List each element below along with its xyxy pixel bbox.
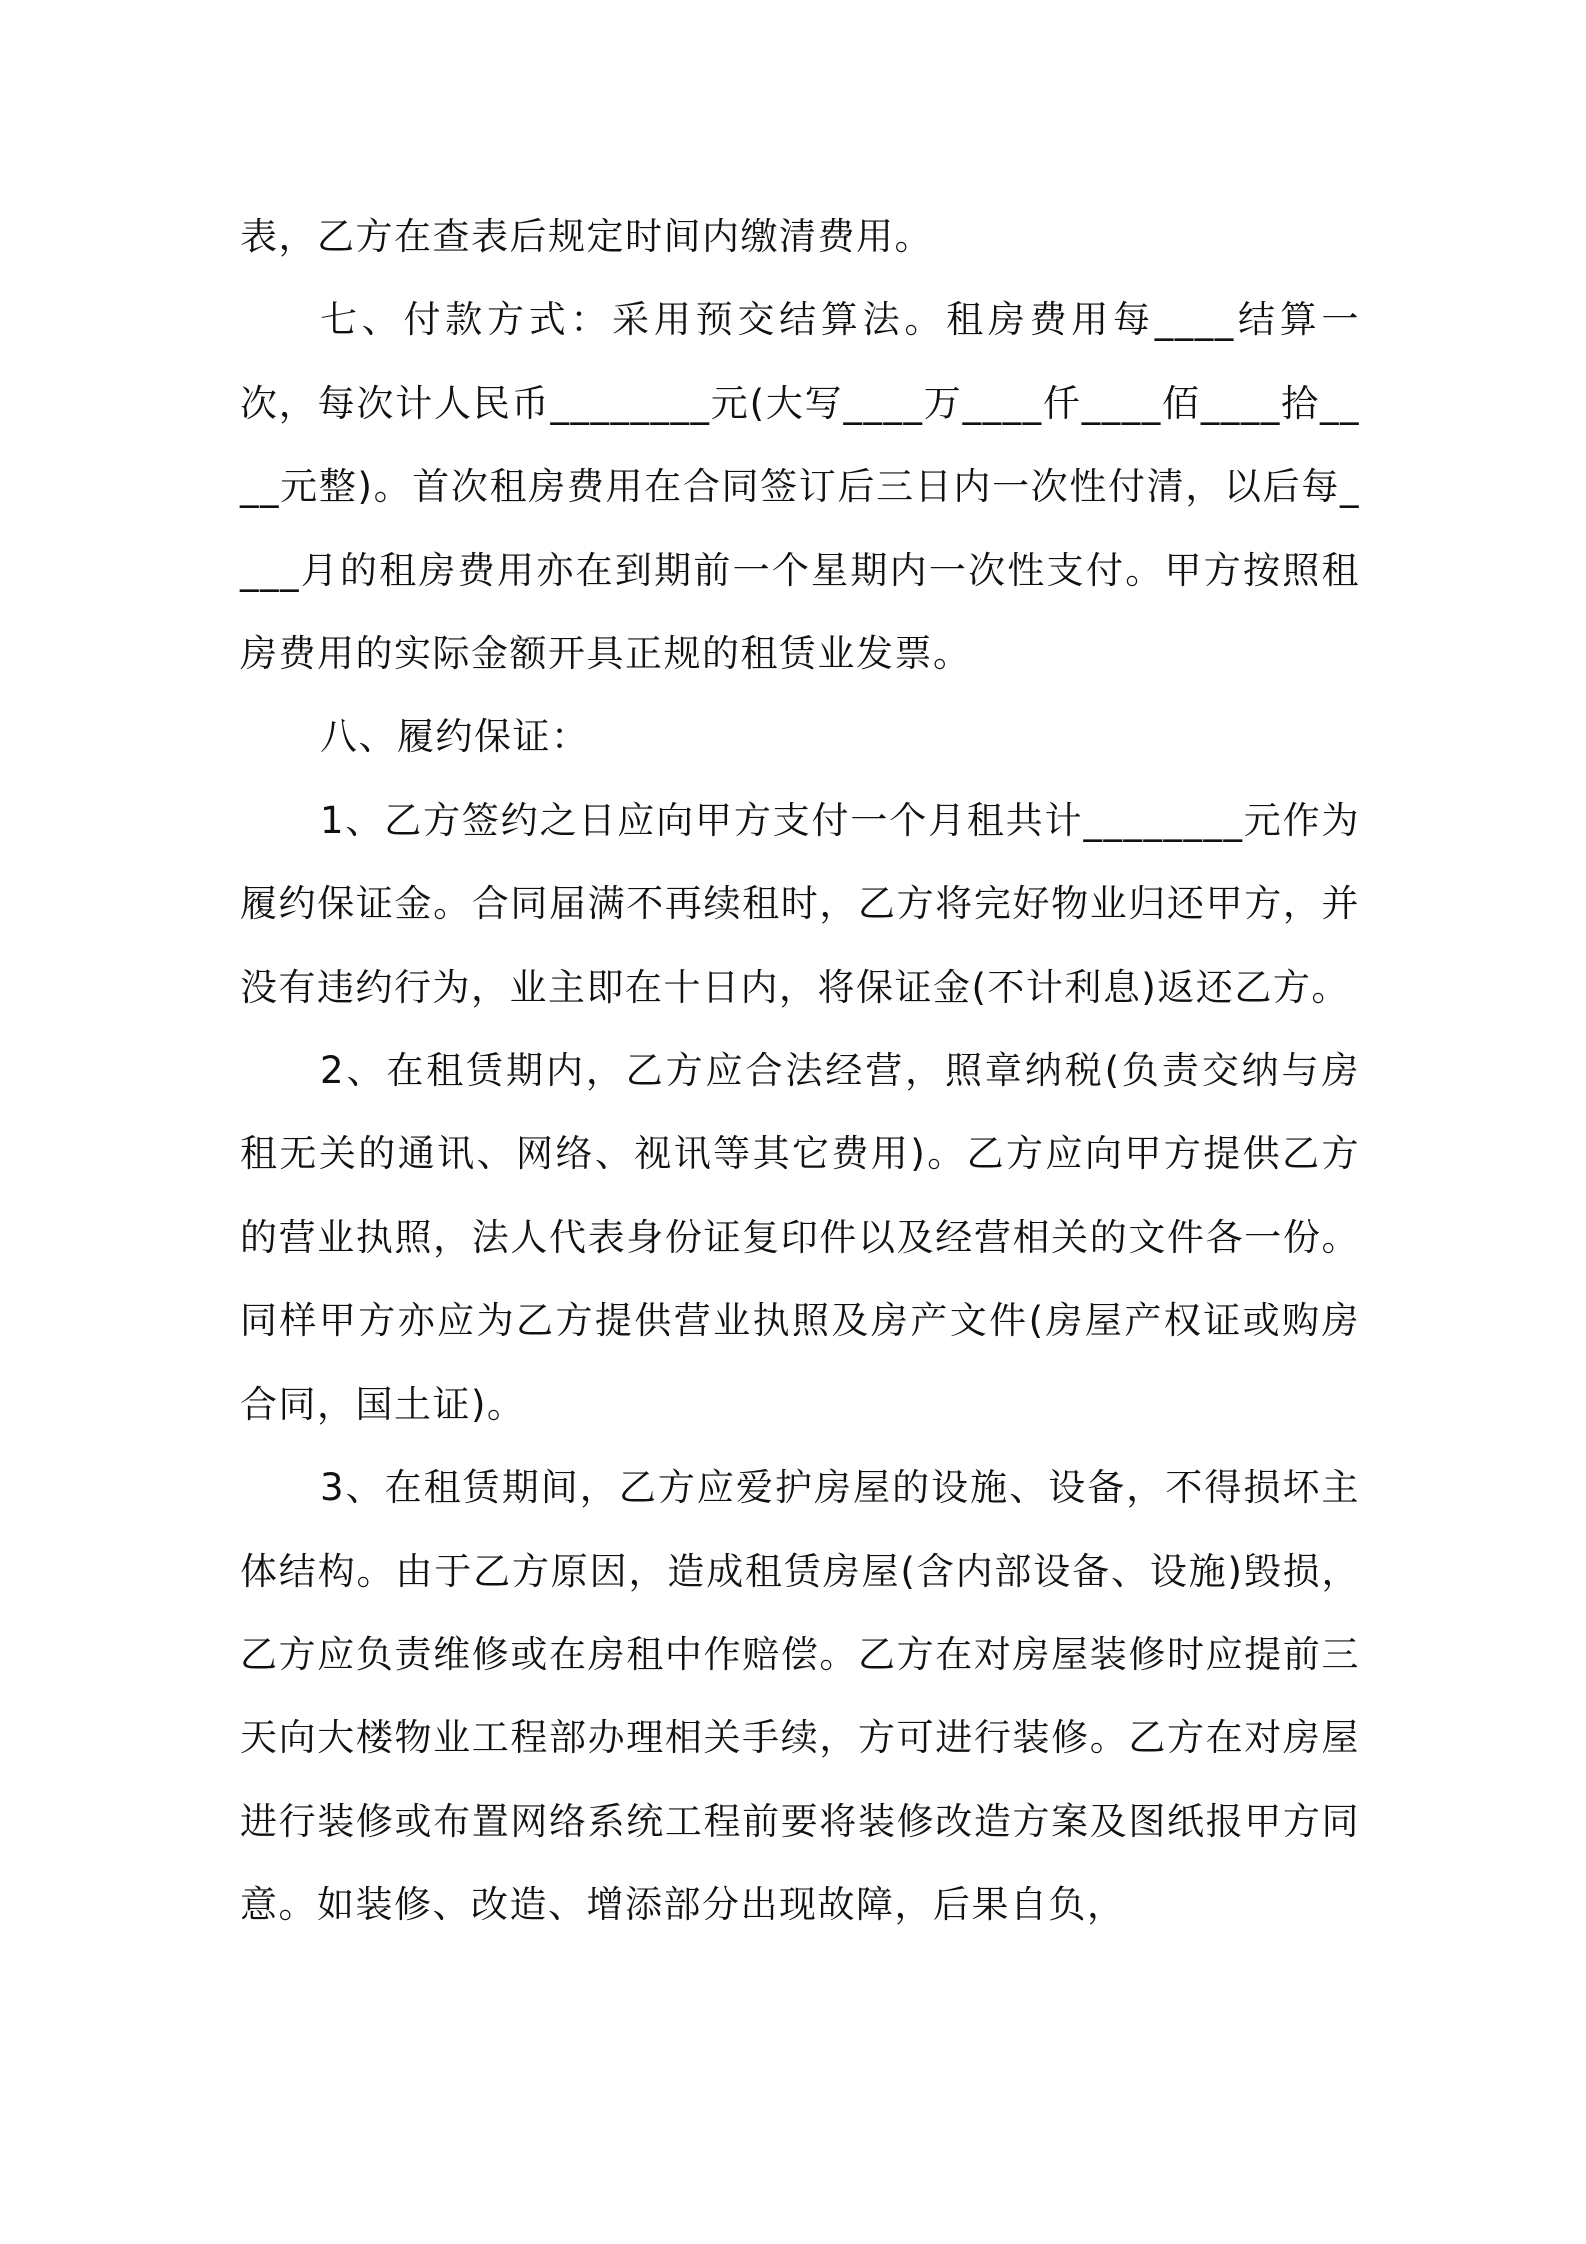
paragraph-clause-1-deposit: 1、乙方签约之日应向甲方支付一个月租共计________元作为履约保证金。合同届满不再续租时，乙方将完好物业归还甲方，并没有违约行为，业主即在十日内，将保证金(不计利息)返还乙方。 (240, 798, 1360, 1009)
paragraph-clause-2-operation: 2、在租赁期内，乙方应合法经营，照章纳税(负责交纳与房租无关的通讯、网络、视讯等其它费用)。乙方应向甲方提供乙方的营业执照，法人代表身份证复印件以及经营相关的文件各一份。同样甲方亦应为乙方提供营业执照及房产文件(房屋产权证或购房合同，国土证)。 (240, 1049, 1360, 1426)
document-body (240, 195, 1360, 1947)
paragraph-fee-settlement-tail: 表，乙方在查表后规定时间内缴清费用。 (240, 215, 933, 258)
paragraph-clause-3-maintenance: 3、在租赁期间，乙方应爱护房屋的设施、设备，不得损坏主体结构。由于乙方原因，造成租赁房屋(含内部设备、设施)毁损，乙方应负责维修或在房租中作赔偿。乙方在对房屋装修时应提前三天向大楼物业工程部办理相关手续，方可进行装修。乙方在对房屋进行装修或布置网络系统工程前要将装修改造方案及图纸报甲方同意。如装修、改造、增添部分出现故障，后果自负， (240, 1466, 1360, 1927)
section-8-heading: 八、履约保证： (320, 715, 590, 759)
paragraph-section-7-payment: 七、付款方式：采用预交结算法。租房费用每____结算一次，每次计人民币________元(大写____万____仟____佰____拾____元整)。首次租房费用在合同签订后三日内一次性付清，以后每____月的租房费用亦在到期前一个星期内一次性支付。甲方按照租房费用的实际金额开具正规的租赁业发票。 (240, 298, 1360, 676)
